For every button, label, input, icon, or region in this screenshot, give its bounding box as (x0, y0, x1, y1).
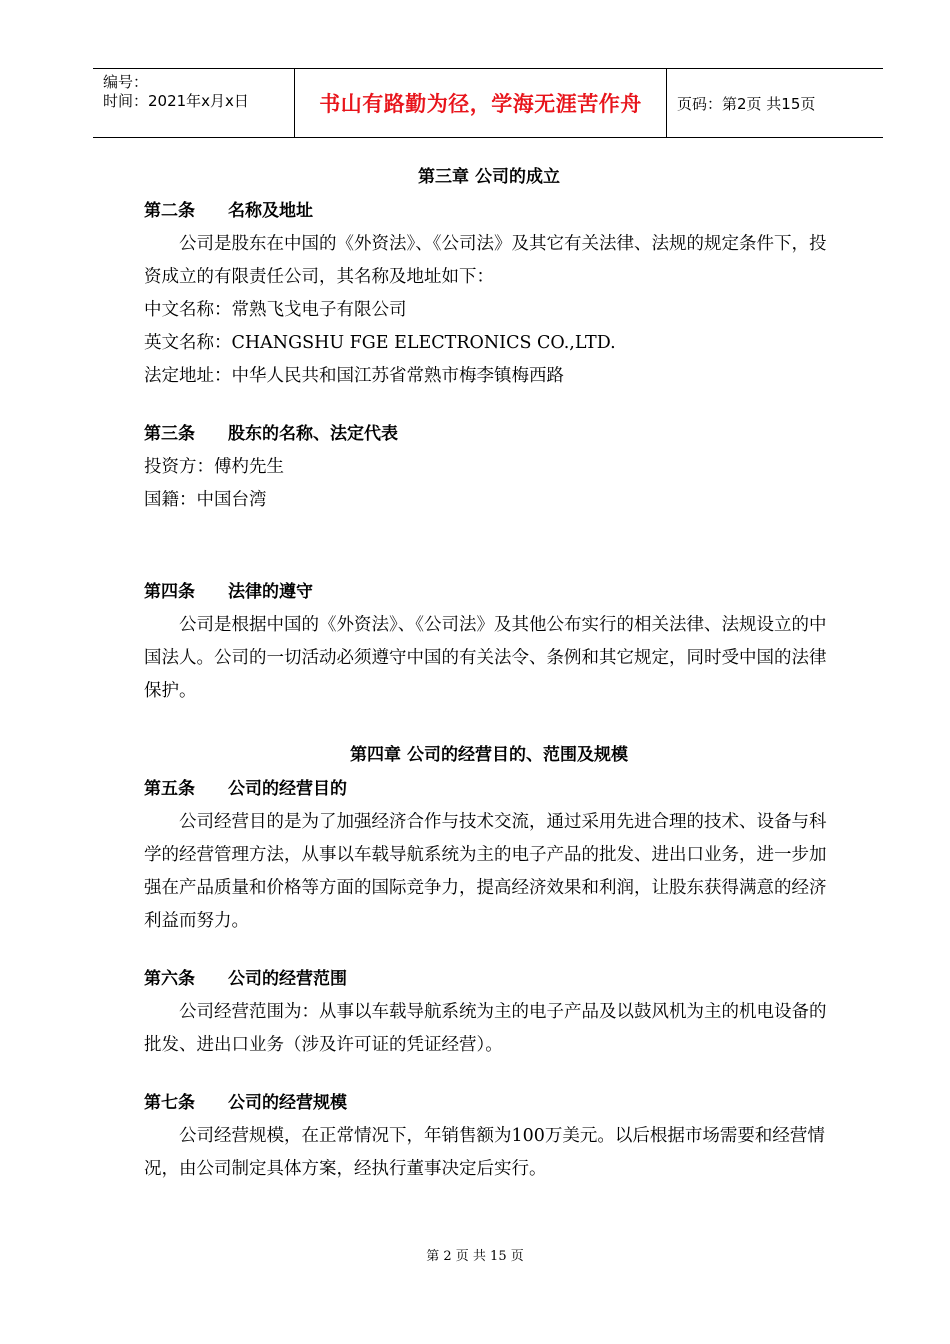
investor-nationality: 国籍：中国台湾 (144, 490, 267, 510)
investor-name: 投资方：傅杓先生 (144, 457, 284, 477)
article-title: 股东的名称、法定代表 (228, 424, 398, 444)
paragraph: 公司是根据中国的《外资法》、《公司法》及其他公布实行的相关法律、法规设立的中国法人。公司的一切活动必须遵守中国的有关法令、条例和其它规定，同时受中国的法律保护。 (144, 615, 827, 701)
article-title: 公司的经营范围 (228, 969, 347, 989)
paragraph: 公司经营目的是为了加强经济合作与技术交流，通过采用先进合理的技术、设备与科学的经营管理方法，从事以车载导航系统为主的电子产品的批发、进出口业务，进一步加强在产品质量和价格等方面的国际竞争力，提高经济效果和利润，让股东获得满意的经济利益而努力。 (144, 812, 827, 931)
company-cn-name: 中文名称：常熟飞戈电子有限公司 (144, 300, 407, 320)
article-number: 第二条 (144, 201, 195, 221)
paragraph: 公司经营范围为：从事以车载导航系统为主的电子产品及以鼓风机为主的机电设备的批发、进出口业务（涉及许可证的凭证经营）。 (144, 1002, 827, 1055)
article-title: 公司的经营目的 (228, 779, 347, 799)
article-number: 第五条 (144, 779, 195, 799)
doc-time-label: 时间：2021年x月x日 (103, 92, 249, 110)
article-number: 第三条 (144, 424, 195, 444)
article-heading (144, 575, 834, 609)
chapter-title: 第三章 公司的成立 (418, 167, 560, 187)
article-heading (144, 1086, 834, 1120)
page-footer: 第 2 页 共 15 页 (426, 1249, 524, 1264)
article-title: 公司的经营规模 (228, 1093, 347, 1113)
article-number: 第四条 (144, 582, 195, 602)
article-heading (144, 194, 834, 228)
company-address: 法定地址：中华人民共和国江苏省常熟市梅李镇梅西路 (144, 366, 564, 386)
paragraph: 公司是股东在中国的《外资法》、《公司法》及其它有关法律、法规的规定条件下，投资成立的有限责任公司，其名称及地址如下： (144, 234, 827, 287)
article-title: 名称及地址 (228, 201, 313, 221)
page-header (93, 68, 883, 138)
chapter-title: 第四章 公司的经营目的、范围及规模 (350, 745, 628, 765)
header-meta (93, 69, 295, 137)
article-number: 第六条 (144, 969, 195, 989)
article-number: 第七条 (144, 1093, 195, 1113)
article-heading (144, 772, 834, 806)
doc-number-label: 编号： (103, 73, 149, 91)
paragraph: 公司经营规模，在正常情况下，年销售额为100万美元。以后根据市场需要和经营情况，由公司制定具体方案，经执行董事决定后实行。 (144, 1126, 825, 1179)
document-body (144, 160, 834, 1186)
header-motto: 书山有路勤为径，学海无涯苦作舟 (295, 69, 667, 137)
company-en-name: 英文名称：CHANGSHU FGE ELECTRONICS CO.,LTD. (144, 333, 616, 353)
article-heading (144, 417, 834, 451)
header-page-label: 页码：第2页 共15页 (677, 94, 816, 113)
article-heading (144, 962, 834, 996)
article-title: 法律的遵守 (228, 582, 313, 602)
